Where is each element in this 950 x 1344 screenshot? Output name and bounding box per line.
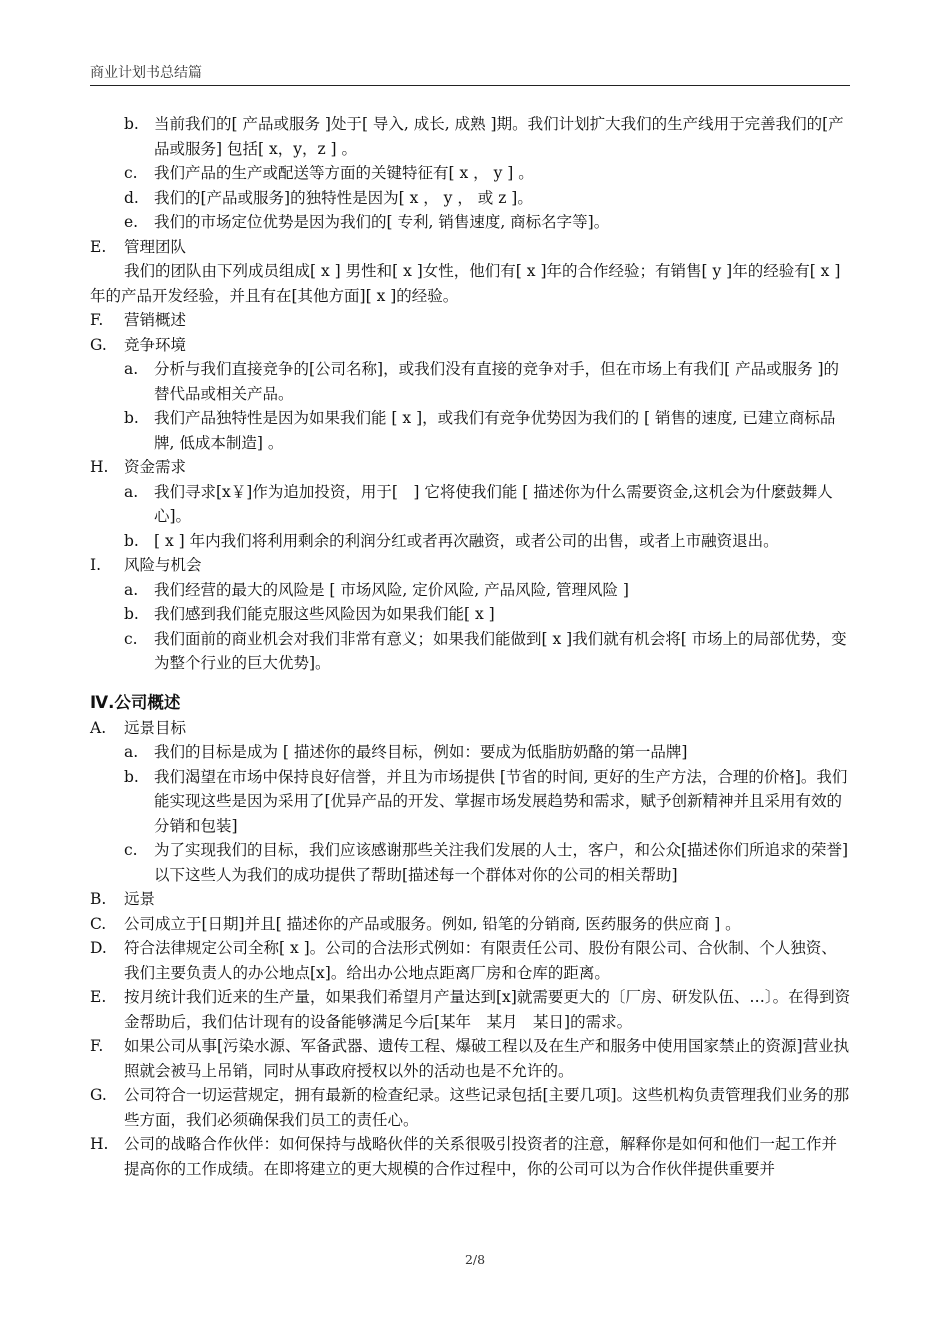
list-marker: A. (90, 718, 107, 737)
list-item (90, 529, 852, 554)
list-item-text: 公司的战略合作伙伴：如何保持与战略伙伴的关系很吸引投资者的注意，解释你是如何和他们一起工作并提高你的工作成绩。在即将建立的更大规模的合作过程中，你的公司可以为合作伙伴提供重要并 (124, 1135, 838, 1178)
list-item-text: 如果公司从事[污染水源、军备武器、遗传工程、爆破工程以及在生产和服务中使用国家禁止的资源]营业执照就会被马上吊销，同时从事政府授权以外的活动也是不允许的。 (124, 1037, 850, 1080)
section-item (90, 1083, 852, 1132)
section-item (90, 985, 852, 1034)
list-item-text: 我们产品独特性是因为如果我们能 [ x ]，或我们有竞争优势因为我们的 [ 销售的速度, 已建立商标品牌, 低成本制造] 。 (154, 409, 836, 452)
list-marker: H. (90, 458, 109, 476)
list-marker: a. (124, 360, 139, 378)
list-marker: E. (90, 988, 107, 1006)
list-item-text: 远景 (124, 890, 156, 908)
list-item (90, 406, 852, 455)
list-item (90, 161, 852, 186)
list-item-text: 我们感到我们能克服这些风险因为如果我们能[ x ] (154, 605, 495, 623)
list-item-text: 按月统计我们近来的生产量，如果我们希望月产量达到[x]就需要更大的〔厂房、研发队伍、…〕。在得到资金帮助后，我们估计现有的设备能够满足今后[某年 某月 某日]的需求。 (124, 988, 851, 1031)
list-item-text: 我们的市场定位优势是因为我们的[ 专利, 销售速度, 商标名字等]。 (154, 213, 610, 231)
list-marker: C. (90, 914, 107, 933)
paragraph: 我们的团队由下列成员组成[ x ] 男性和[ x ]女性，他们有[ x ]年的合作经验；有销售[ y ]年的经验有[ x ]年的产品开发经验，并且有在[其他方面][ x ]的经验。 (90, 262, 841, 305)
section-item (90, 308, 852, 333)
list-item-text: 我们的目标是成为 [ 描述你的最终目标，例如：要成为低脂肪奶酪的第一品牌] (154, 743, 688, 761)
list-marker: c. (124, 164, 138, 182)
section-item (90, 936, 852, 985)
list-marker: b. (124, 605, 139, 623)
list-marker: e. (124, 213, 139, 231)
list-marker: H. (90, 1135, 109, 1153)
list-item (90, 112, 852, 161)
list-item-text: 当前我们的[ 产品或服务 ]处于[ 导入, 成长, 成熟 ]期。我们计划扩大我们的生产线用于完善我们的[产品或服务] 包括[ x，y，z ] 。 (154, 115, 844, 158)
list-item-text: 公司成立于[日期]并且[ 描述你的产品或服务。例如, 铅笔的分销商, 医药服务的供应商 ] 。 (124, 914, 741, 933)
section-item (90, 716, 852, 741)
list-marker: b. (124, 531, 139, 550)
list-item-text: 公司符合一切运营规定，拥有最新的检查纪录。这些记录包括[主要几项]。这些机构负责管理我们业务的那些方面，我们必须确保我们员工的责任心。 (124, 1086, 850, 1129)
list-item-text: 分析与我们直接竞争的[公司名称]，或我们没有直接的竞争对手，但在市场上有我们[ 产品或服务 ]的替代品或相关产品。 (154, 360, 840, 403)
list-marker: a. (124, 482, 139, 501)
list-item-text: 竞争环境 (124, 335, 187, 354)
list-marker: c. (124, 629, 138, 648)
list-item (90, 602, 852, 627)
list-item-text: 为了实现我们的目标，我们应该感谢那些关注我们发展的人士，客户，和公众[描述你们所追求的荣誉]以下这些人为我们的成功提供了帮助[描述每一个群体对你的公司的相关帮助] (154, 841, 849, 884)
list-marker: c. (124, 841, 138, 859)
list-marker: E. (90, 237, 107, 256)
list-item-text: 我们面前的商业机会对我们非常有意义；如果我们能做到[ x ]我们就有机会将[ 市场上的局部优势，变为整个行业的巨大优势]。 (154, 629, 847, 672)
list-item (90, 480, 852, 529)
list-item (90, 186, 852, 211)
list-marker: a. (124, 580, 139, 599)
list-item-text: 我们的[产品或服务]的独特性是因为[ x ， y ， 或 z ]。 (154, 188, 533, 207)
list-marker: G. (90, 335, 107, 354)
list-marker: D. (90, 939, 107, 957)
page-number: 2/8 (464, 1252, 486, 1267)
list-item-text: 符合法律规定公司全称[ x ]。公司的合法形式例如：有限责任公司、股份有限公司、合伙制、个人独资、我们主要负责人的办公地点[x]。给出办公地点距离厂房和仓库的距离。 (124, 939, 837, 982)
list-item-text: 管理团队 (124, 237, 187, 256)
section-item (90, 887, 852, 912)
list-item-text: 风险与机会 (124, 556, 202, 574)
list-item-text: 我们经营的最大的风险是 [ 市场风险, 定价风险, 产品风险, 管理风险 ] (154, 580, 629, 599)
list-marker: G. (90, 1086, 107, 1104)
list-item-text: 我们产品的生产或配送等方面的关键特征有[ x ， y ] 。 (154, 164, 534, 182)
section-item (90, 1132, 852, 1181)
list-item (90, 838, 852, 887)
page-header: 商业计划书总结篇 (90, 62, 850, 86)
list-item-text: 远景目标 (124, 718, 187, 737)
list-item (90, 627, 852, 676)
document-body (90, 112, 852, 1181)
section-item (90, 912, 852, 937)
section-heading: Ⅳ.公司概述 (90, 692, 181, 712)
section-item (90, 1034, 852, 1083)
list-item-text: 我们渴望在市场中保持良好信誉，并且为市场提供 [节省的时间, 更好的生产方法，合理的价格]。我们能实现这些是因为采用了[优异产品的开发、掌握市场发展趋势和需求，赋予创新精神并且采用有效的分销和包装] (154, 767, 848, 835)
list-marker: b. (124, 409, 139, 427)
list-item (90, 210, 852, 235)
list-marker: B. (90, 890, 107, 908)
list-item-text: 营销概述 (124, 311, 187, 329)
section-item (90, 333, 852, 358)
section-item (90, 553, 852, 578)
list-item (90, 578, 852, 603)
list-marker: b. (124, 115, 139, 133)
list-marker: I. (90, 556, 102, 574)
section-item (90, 455, 852, 480)
list-item-text: 我们寻求[x￥]作为追加投资，用于[ ] 它将使我们能 [ 描述你为什么需要资金,这机会为什麼鼓舞人心]。 (154, 482, 833, 525)
list-item-text: 资金需求 (124, 458, 187, 476)
list-item (90, 740, 852, 765)
list-item (90, 357, 852, 406)
list-marker: F. (90, 1037, 104, 1055)
list-marker: F. (90, 311, 104, 329)
list-item (90, 765, 852, 839)
list-marker: d. (124, 188, 139, 207)
list-marker: b. (124, 767, 139, 786)
list-marker: a. (124, 743, 139, 761)
list-item-text: [ x ] 年内我们将利用剩余的利润分红或者再次融资，或者公司的出售，或者上市融资退出。 (154, 531, 779, 550)
section-item (90, 235, 852, 260)
